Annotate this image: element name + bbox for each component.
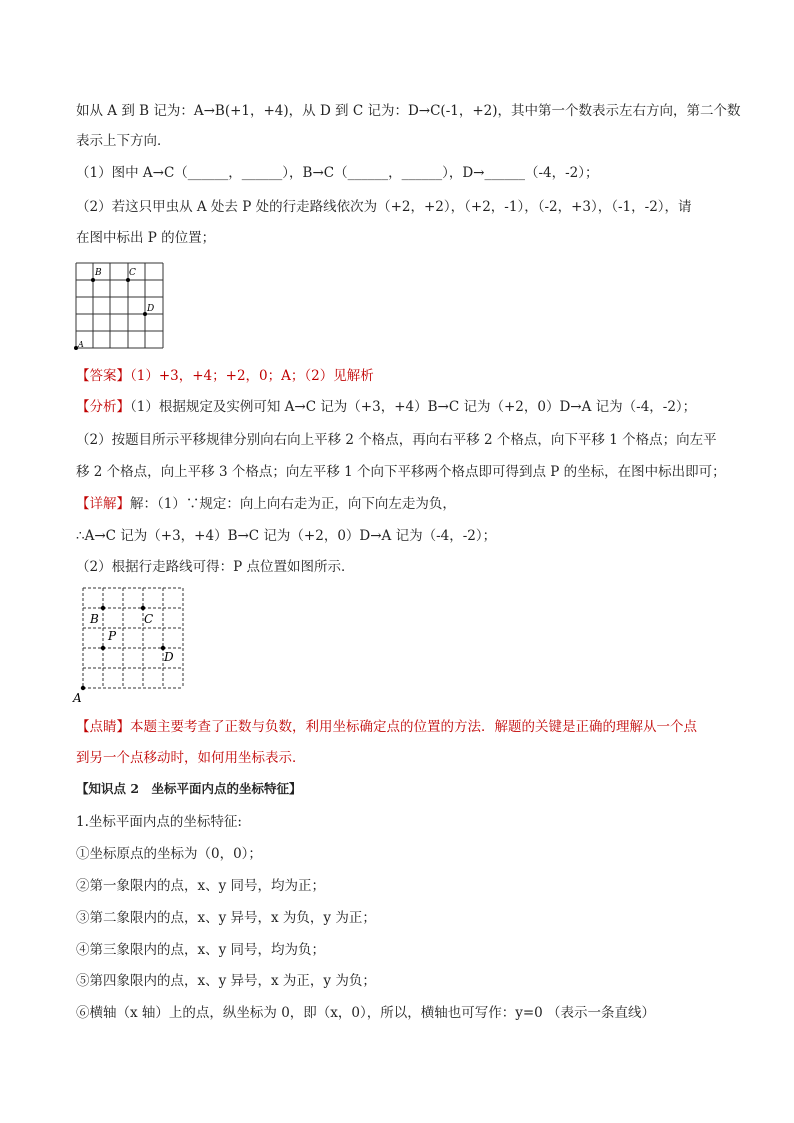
label-d: D [147,304,155,314]
analysis-2-cont: 移 2 个格点，向上平移 3 个格点；向左平移 1 个向下平移两个格点即可得到点 P 的坐标，在图中标出即可； [76,464,726,480]
question-1: （1）图中 A→C（______，______），B→C（______，______），D→______（-4，-2）； [76,165,599,181]
point-b [101,606,105,610]
grid-figure-1 [70,258,170,353]
text-line: 表示上下方向． [76,133,171,149]
knowledge-line: ⑤第四象限内的点，x、y 异号，x 为正，y 为负； [76,973,376,989]
label-b: B [90,612,99,626]
analysis-tag: 【分析】 [76,399,130,415]
knowledge-line: ②第一象限内的点，x、y 同号，均为正； [76,878,326,894]
detail-3: （2）根据行走路线可得：P 点位置如图所示． [76,559,355,575]
pointer-tag: 【点睛】 [76,719,130,735]
point-p [101,646,105,650]
label-d: D [164,650,174,664]
answer-line [76,366,736,386]
answer-text: （1）+3，+4；+2，0；A；（2）见解析 [130,368,374,384]
point-b [91,278,95,282]
pointer-line [76,717,736,737]
point-a [81,686,85,690]
knowledge-point-heading: 【知识点 2 坐标平面内点的坐标特征】 [76,781,302,796]
question-2-cont: 在图中标出 P 的位置； [76,230,216,246]
analysis-line [76,397,736,417]
label-c: C [129,268,136,278]
answer-tag: 【答案】 [76,368,130,384]
text-line: 如从 A 到 B 记为：A→B(+1，+4)，从 D 到 C 记为：D→C(-1，+2)，其中第一个数表示左右方向，第二个数 [76,103,741,119]
label-c: C [144,612,154,626]
knowledge-line: ①坐标原点的坐标为（0，0）； [76,846,262,862]
label-b: B [95,268,102,278]
detail-line [76,494,736,514]
detail-tag: 【详解】 [76,496,130,512]
question-2: （2）若这只甲虫从 A 处去 P 处的行走路线依次为（+2，+2），（+2，-1），（-2，+3），（-1，-2），请 [76,199,692,215]
label-p: P [108,629,117,643]
knowledge-line: ④第三象限内的点，x、y 同号，均为负； [76,942,326,958]
pointer-cont: 到另一个点移动时，如何用坐标表示． [76,750,306,766]
knowledge-line: ⑥横轴（x 轴）上的点，纵坐标为 0，即（x，0），所以，横轴也可写作：y=0 （表示一条直线） [76,1005,656,1021]
label-a: A [73,691,82,705]
detail-text: 解：（1）∵规定：向上向右走为正，向下向左走为负， [130,496,456,512]
dashed-grid-lines [83,588,183,688]
point-c [141,606,145,610]
analysis-text: （1）根据规定及实例可知 A→C 记为（+3，+4）B→C 记为（+2，0）D→A 记为（-4，-2）； [130,399,697,415]
knowledge-line: ③第二象限内的点，x、y 异号，x 为负，y 为正； [76,910,376,926]
knowledge-line: 1.坐标平面内点的坐标特征: [76,814,242,830]
analysis-2: （2）按题目所示平移规律分别向右向上平移 2 个格点，再向右平移 2 个格点，向下平移 1 个格点；向左平 [76,432,717,448]
grid-figure-2 [70,583,190,705]
label-a: A [78,340,84,349]
point-c [126,278,130,282]
pointer-text: 本题主要考查了正数与负数，利用坐标确定点的位置的方法．解题的关键是正确的理解从一个点 [130,719,697,735]
detail-2: ∴A→C 记为（+3，+4）B→C 记为（+2，0）D→A 记为（-4，-2）； [76,528,497,544]
